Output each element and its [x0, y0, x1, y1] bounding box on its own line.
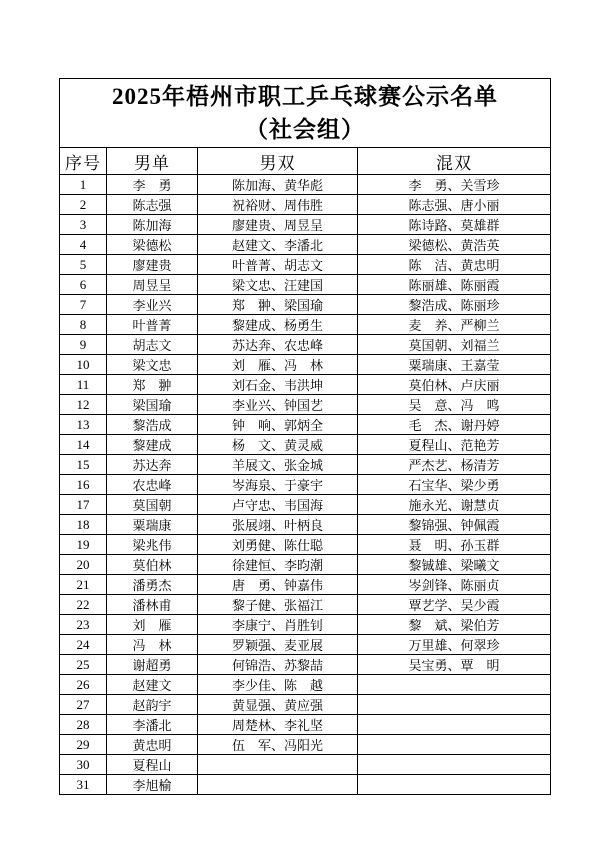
mens-singles-cell: 李潘北	[107, 715, 198, 735]
mens-singles-cell: 莫伯林	[107, 555, 198, 575]
mixed-doubles-cell: 麦 养、严柳兰	[358, 315, 551, 335]
mens-singles-cell: 黎浩成	[107, 415, 198, 435]
mens-doubles-cell: 祝裕财、周伟胜	[198, 195, 358, 215]
table-row	[60, 295, 551, 315]
roster-table-body	[60, 175, 551, 795]
mens-singles-cell: 廖建贵	[107, 255, 198, 275]
row-number-cell: 27	[60, 695, 107, 715]
row-number-cell: 22	[60, 595, 107, 615]
row-number-cell: 2	[60, 195, 107, 215]
header-mens-singles: 男单	[107, 148, 198, 175]
mixed-doubles-cell: 陈丽雄、陈丽霞	[358, 275, 551, 295]
row-number-cell: 20	[60, 555, 107, 575]
row-number-cell: 12	[60, 395, 107, 415]
mixed-doubles-cell: 陈志强、唐小丽	[358, 195, 551, 215]
mixed-doubles-cell: 万里雄、何翠珍	[358, 635, 551, 655]
roster-table	[59, 78, 551, 795]
mixed-doubles-cell: 粟瑞康、王嘉莹	[358, 355, 551, 375]
mens-singles-cell: 莫国朝	[107, 495, 198, 515]
mixed-doubles-cell: 夏程山、范艳芳	[358, 435, 551, 455]
table-row	[60, 495, 551, 515]
row-number-cell: 30	[60, 755, 107, 775]
mixed-doubles-cell	[358, 755, 551, 775]
mens-doubles-cell: 李康宁、肖胜钊	[198, 615, 358, 635]
mixed-doubles-cell: 聂 明、孙玉群	[358, 535, 551, 555]
row-number-cell: 4	[60, 235, 107, 255]
mixed-doubles-cell: 莫国朝、刘福兰	[358, 335, 551, 355]
table-row	[60, 195, 551, 215]
mens-singles-cell: 赵建文	[107, 675, 198, 695]
mixed-doubles-cell: 吴 意、冯 鸣	[358, 395, 551, 415]
mixed-doubles-cell: 施永光、谢慧贞	[358, 495, 551, 515]
mens-singles-cell: 梁兆伟	[107, 535, 198, 555]
mens-singles-cell: 谢超勇	[107, 655, 198, 675]
table-row	[60, 635, 551, 655]
table-row	[60, 535, 551, 555]
header-mens-doubles: 男双	[198, 148, 358, 175]
mixed-doubles-cell: 严杰艺、杨清芳	[358, 455, 551, 475]
mixed-doubles-cell: 黎铖雄、梁曦文	[358, 555, 551, 575]
mens-singles-cell: 李旭榆	[107, 775, 198, 795]
row-number-cell: 13	[60, 415, 107, 435]
mens-doubles-cell: 苏达奔、农忠峰	[198, 335, 358, 355]
mens-doubles-cell	[198, 755, 358, 775]
mixed-doubles-cell	[358, 715, 551, 735]
mixed-doubles-cell	[358, 695, 551, 715]
table-row	[60, 655, 551, 675]
mixed-doubles-cell	[358, 675, 551, 695]
mens-singles-cell: 黎建成	[107, 435, 198, 455]
row-number-cell: 11	[60, 375, 107, 395]
mens-doubles-cell: 黄显强、黄应强	[198, 695, 358, 715]
mens-doubles-cell: 伍 军、冯阳光	[198, 735, 358, 755]
mens-singles-cell: 粟瑞康	[107, 515, 198, 535]
mens-doubles-cell: 黎建成、杨勇生	[198, 315, 358, 335]
table-row	[60, 675, 551, 695]
mens-doubles-cell: 卢守忠、韦国海	[198, 495, 358, 515]
mixed-doubles-cell: 毛 杰、谢丹婷	[358, 415, 551, 435]
mixed-doubles-cell: 莫伯林、卢庆丽	[358, 375, 551, 395]
row-number-cell: 8	[60, 315, 107, 335]
mixed-doubles-cell: 石宝华、梁少勇	[358, 475, 551, 495]
mens-singles-cell: 潘林甫	[107, 595, 198, 615]
mixed-doubles-cell: 梁德松、黄浩英	[358, 235, 551, 255]
table-row	[60, 475, 551, 495]
table-row	[60, 715, 551, 735]
table-row	[60, 555, 551, 575]
row-number-cell: 21	[60, 575, 107, 595]
row-number-cell: 31	[60, 775, 107, 795]
mixed-doubles-cell: 陈 洁、黄忠明	[358, 255, 551, 275]
mens-doubles-cell: 赵建文、李潘北	[198, 235, 358, 255]
document-title	[60, 79, 551, 148]
mens-doubles-cell	[198, 775, 358, 795]
mens-singles-cell: 赵韵宇	[107, 695, 198, 715]
mens-doubles-cell: 黎子健、张福江	[198, 595, 358, 615]
row-number-cell: 10	[60, 355, 107, 375]
mens-doubles-cell: 郑 翀、梁国瑜	[198, 295, 358, 315]
row-number-cell: 5	[60, 255, 107, 275]
mens-singles-cell: 苏达奔	[107, 455, 198, 475]
mens-singles-cell: 刘 雁	[107, 615, 198, 635]
table-row	[60, 395, 551, 415]
mixed-doubles-cell: 覃艺学、吴少霞	[358, 595, 551, 615]
mixed-doubles-cell: 李 勇、关雪珍	[358, 175, 551, 195]
title-line-2: （社会组）	[245, 117, 365, 142]
mens-doubles-cell: 岑海泉、于豪宇	[198, 475, 358, 495]
row-number-cell: 19	[60, 535, 107, 555]
table-row	[60, 375, 551, 395]
mens-singles-cell: 夏程山	[107, 755, 198, 775]
mens-singles-cell: 潘勇杰	[107, 575, 198, 595]
mens-singles-cell: 梁国瑜	[107, 395, 198, 415]
mixed-doubles-cell: 黎锦强、钟佩霞	[358, 515, 551, 535]
mens-doubles-cell: 何锦浩、苏黎喆	[198, 655, 358, 675]
table-row	[60, 215, 551, 235]
mens-doubles-cell: 徐建恒、李昀潮	[198, 555, 358, 575]
mens-doubles-cell: 周楚林、李礼坚	[198, 715, 358, 735]
row-number-cell: 6	[60, 275, 107, 295]
table-row	[60, 695, 551, 715]
mens-singles-cell: 李 勇	[107, 175, 198, 195]
mens-singles-cell: 胡志文	[107, 335, 198, 355]
table-row	[60, 275, 551, 295]
table-row	[60, 175, 551, 195]
row-number-cell: 24	[60, 635, 107, 655]
header-row-number: 序号	[60, 148, 107, 175]
table-row	[60, 235, 551, 255]
row-number-cell: 9	[60, 335, 107, 355]
mixed-doubles-cell	[358, 735, 551, 755]
mens-doubles-cell: 刘 雁、冯 林	[198, 355, 358, 375]
mens-doubles-cell: 梁文忠、汪建国	[198, 275, 358, 295]
row-number-cell: 16	[60, 475, 107, 495]
mens-doubles-cell: 李少佳、陈 越	[198, 675, 358, 695]
title-line-1: 2025年梧州市职工乒乓球赛公示名单	[112, 83, 498, 109]
header-mixed-doubles: 混双	[358, 148, 551, 175]
mens-doubles-cell: 廖建贵、周昱呈	[198, 215, 358, 235]
header-row	[60, 148, 551, 175]
row-number-cell: 17	[60, 495, 107, 515]
mixed-doubles-cell: 黎 斌、梁伯芳	[358, 615, 551, 635]
row-number-cell: 23	[60, 615, 107, 635]
mens-singles-cell: 李业兴	[107, 295, 198, 315]
table-row	[60, 455, 551, 475]
mens-doubles-cell: 刘勇健、陈仕聪	[198, 535, 358, 555]
row-number-cell: 3	[60, 215, 107, 235]
mens-doubles-cell: 张展翊、叶柄良	[198, 515, 358, 535]
mens-singles-cell: 梁文忠	[107, 355, 198, 375]
mens-doubles-cell: 羊展文、张金城	[198, 455, 358, 475]
mens-doubles-cell: 罗颖强、麦亚展	[198, 635, 358, 655]
mens-doubles-cell: 唐 勇、钟嘉伟	[198, 575, 358, 595]
table-row	[60, 515, 551, 535]
mens-singles-cell: 陈加海	[107, 215, 198, 235]
mens-doubles-cell: 陈加海、黄华彪	[198, 175, 358, 195]
row-number-cell: 7	[60, 295, 107, 315]
row-number-cell: 18	[60, 515, 107, 535]
mens-singles-cell: 冯 林	[107, 635, 198, 655]
mens-singles-cell: 郑 翀	[107, 375, 198, 395]
row-number-cell: 15	[60, 455, 107, 475]
mens-doubles-cell: 刘石金、韦洪坤	[198, 375, 358, 395]
table-row	[60, 355, 551, 375]
table-row	[60, 575, 551, 595]
table-row	[60, 735, 551, 755]
table-row	[60, 335, 551, 355]
mens-doubles-cell: 李业兴、钟国艺	[198, 395, 358, 415]
mens-doubles-cell: 杨 文、黄灵威	[198, 435, 358, 455]
table-row	[60, 435, 551, 455]
mens-singles-cell: 梁德松	[107, 235, 198, 255]
mixed-doubles-cell	[358, 775, 551, 795]
mens-singles-cell: 农忠峰	[107, 475, 198, 495]
title-row	[60, 79, 551, 148]
table-row	[60, 255, 551, 275]
mens-singles-cell: 叶普菁	[107, 315, 198, 335]
table-row	[60, 615, 551, 635]
mens-doubles-cell: 叶普菁、胡志文	[198, 255, 358, 275]
mixed-doubles-cell: 吴宝勇、覃 明	[358, 655, 551, 675]
row-number-cell: 28	[60, 715, 107, 735]
table-row	[60, 755, 551, 775]
mens-singles-cell: 周昱呈	[107, 275, 198, 295]
row-number-cell: 14	[60, 435, 107, 455]
table-row	[60, 775, 551, 795]
row-number-cell: 25	[60, 655, 107, 675]
mens-doubles-cell: 钟 响、郭炳全	[198, 415, 358, 435]
mixed-doubles-cell: 陈诗路、莫雄群	[358, 215, 551, 235]
table-row	[60, 315, 551, 335]
row-number-cell: 1	[60, 175, 107, 195]
table-row	[60, 595, 551, 615]
table-row	[60, 415, 551, 435]
mixed-doubles-cell: 黎浩成、陈丽珍	[358, 295, 551, 315]
row-number-cell: 26	[60, 675, 107, 695]
mixed-doubles-cell: 岑剑锋、陈丽贞	[358, 575, 551, 595]
mens-singles-cell: 黄忠明	[107, 735, 198, 755]
row-number-cell: 29	[60, 735, 107, 755]
mens-singles-cell: 陈志强	[107, 195, 198, 215]
